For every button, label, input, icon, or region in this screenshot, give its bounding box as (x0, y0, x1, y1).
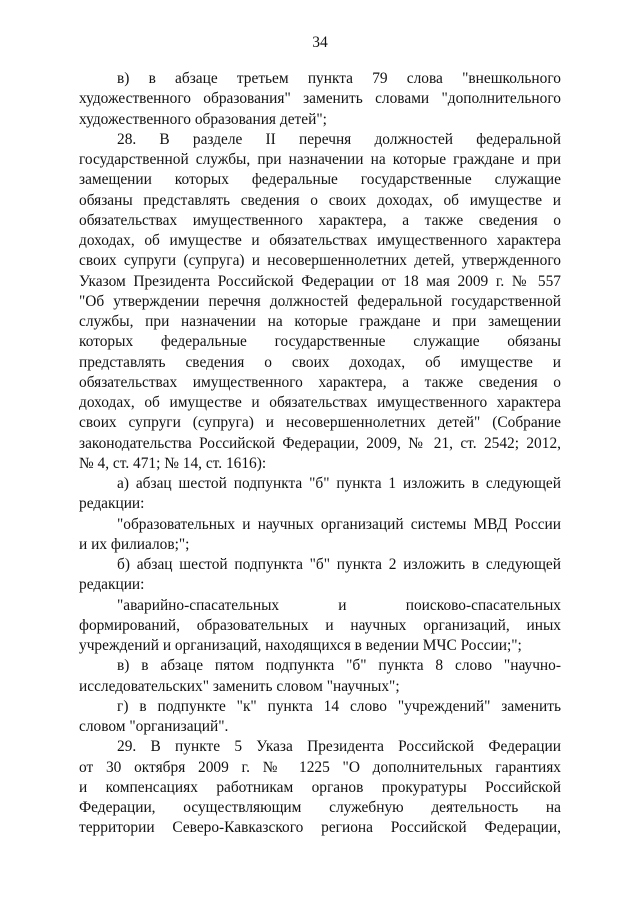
text-line: государственной службы, при назначении на которые граждане и при (79, 151, 561, 168)
text-line: художественного образования" заменить словами "дополнительного (79, 90, 561, 108)
text-line: от 30 октября 2009 г. № 1225 "О дополнительных гарантиях (79, 758, 561, 776)
text-line: редакции: (79, 495, 145, 513)
text-line: территории Северо-Кавказского региона Российской Федерации, (79, 819, 561, 837)
text-line: 29. В пункте 5 Указа Президента Российской Федерации (117, 738, 561, 756)
text-line: исследовательских" заменить словом "научных"; (79, 677, 400, 695)
text-line: в) в абзаце третьем пункта 79 слова "внешкольного (117, 70, 561, 87)
text-line: формирований, образовательных и научных организаций, иных (79, 616, 561, 634)
text-line: законодательства Российской Федерации, 2009, № 21, ст. 2542; 2012, (79, 434, 561, 452)
text-line: своих супруги (супруга) и несовершеннолетних детей" (Собрание (79, 414, 561, 432)
text-line: а) абзац шестой подпункта "б" пункта 1 изложить в следующей (117, 475, 561, 492)
text-line: своих супруги (супруга) и несовершеннолетних детей, утвержденного (79, 252, 561, 270)
document-body (79, 69, 561, 839)
text-line: обязательствах имущественного характера, а также сведения о (79, 211, 561, 229)
text-line: обязаны представлять сведения о своих доходах, об имуществе и (79, 191, 561, 209)
text-line: замещении которых федеральные государственные служащие (79, 171, 561, 189)
text-line: и их филиалов;"; (79, 535, 190, 553)
text-line: доходах, об имуществе и обязательствах имущественного характера (79, 232, 561, 249)
text-line: учреждений и организаций, находящихся в ведении МЧС России;"; (79, 637, 522, 654)
text-line: № 4, ст. 471; № 14, ст. 1616): (79, 454, 267, 472)
text-line: б) абзац шестой подпункта "б" пункта 2 изложить в следующей (117, 556, 561, 573)
text-line: г) в подпункте "к" пункта 14 слово "учреждений" заменить (117, 697, 561, 715)
text-line: обязательствах имущественного характера, а также сведения о (79, 373, 561, 391)
text-line: редакции: (79, 576, 145, 594)
text-line: в) в абзаце пятом подпункта "б" пункта 8 слово "научно- (117, 657, 561, 675)
text-line: Федерации, осуществляющим служебную деятельность на (79, 799, 561, 816)
text-line: "аварийно-спасательных и поисково-спасательных (117, 596, 561, 614)
text-line: 28. В разделе II перечня должностей федеральной (117, 130, 561, 148)
page-number: 34 (312, 34, 328, 51)
text-line: службы, при назначении на которые граждане и при замещении (79, 313, 561, 330)
text-line: словом "организаций". (79, 718, 229, 735)
text-line: Указом Президента Российской Федерации от 18 мая 2009 г. № 557 (79, 272, 561, 290)
text-line: которых федеральные государственные служащие обязаны (79, 333, 561, 351)
text-line: "Об утверждении перечня должностей федеральной государственной (79, 292, 561, 310)
text-line: художественного образования детей"; (79, 110, 327, 128)
text-line: представлять сведения о своих доходах, об имуществе и (79, 353, 561, 371)
text-line: "образовательных и научных организаций системы МВД России (117, 515, 561, 533)
text-line: доходах, об имуществе и обязательствах имущественного характера (79, 394, 561, 411)
text-line: и компенсациях работникам органов прокуратуры Российской (79, 778, 561, 796)
